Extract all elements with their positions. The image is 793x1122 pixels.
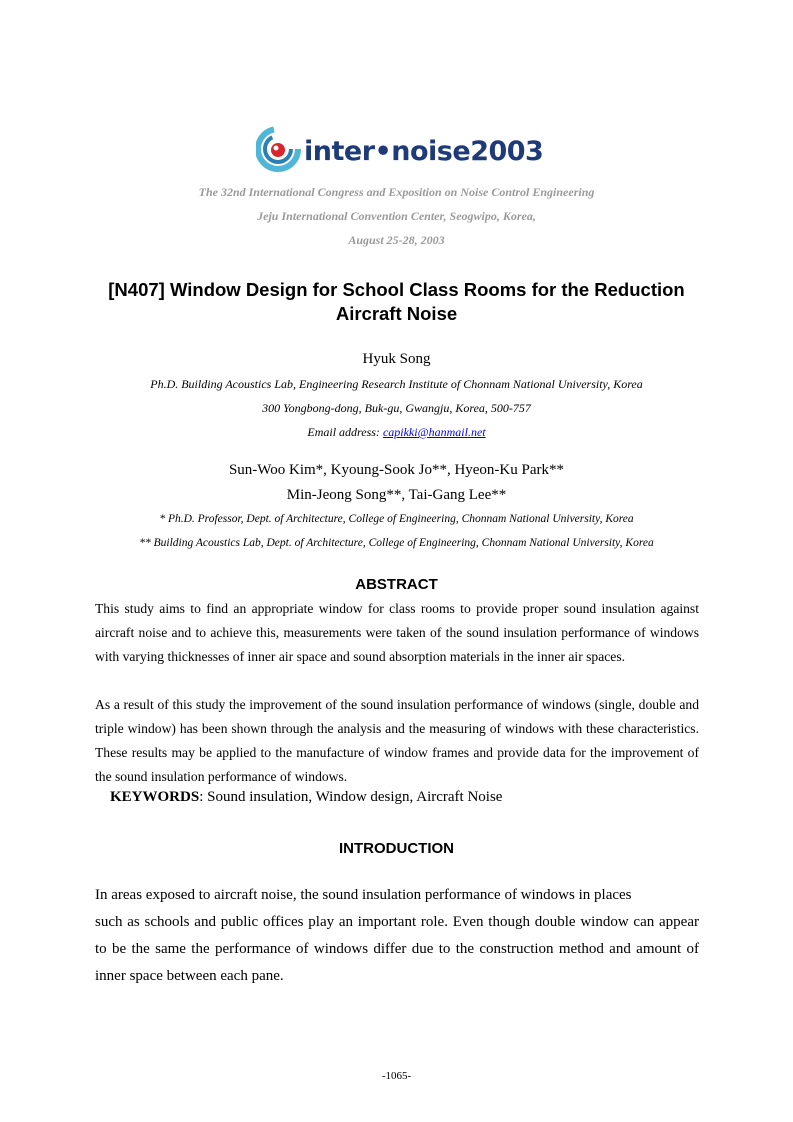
email-link[interactable]: capikki@hanmail.net <box>382 425 486 439</box>
paper-title-line1: [N407] Window Design for School Class Rooms for the Reduction <box>108 279 685 300</box>
coauthor-affiliation-1: * Ph.D. Professor, Dept. of Architecture, College of Engineering, Chonnam National University, Korea <box>159 513 634 525</box>
keywords-line <box>110 789 502 806</box>
introduction-first-line: In areas exposed to aircraft noise, the sound insulation performance of windows in places <box>95 887 632 903</box>
abstract-paragraph-1: This study aims to find an appropriate window for class rooms to provide proper sound insulation against aircraft noise and to achieve this, measurements were taken of the sound insulation performance of windows with varying thicknesses of inner air space and sound absorption materials in the inner air spaces. <box>95 601 699 664</box>
conference-name: The 32nd International Congress and Exposition on Noise Control Engineering <box>198 185 595 199</box>
abstract-paragraph-2: As a result of this study the improvement of the sound insulation performance of windows (single, double and triple window) has been shown through the analysis and the measuring of windows with these characteristics. These results may be applied to the manufacture of window frames and provide data for the improvement of the sound insulation performance of windows. <box>95 697 699 784</box>
email-label: Email address: <box>307 425 383 439</box>
author-name: Hyuk Song <box>362 351 431 367</box>
logo-wordmark: inter•noise2003 <box>304 135 544 167</box>
logo-swirl-icon <box>256 123 302 175</box>
coauthors-line2: Min-Jeong Song**, Tai-Gang Lee** <box>286 487 507 503</box>
author-address: 300 Yongbong-dong, Buk-gu, Gwangju, Korea, 500-757 <box>262 401 531 415</box>
keywords-label: KEYWORDS <box>110 789 200 805</box>
abstract-heading: ABSTRACT <box>355 576 438 593</box>
paper-title <box>60 278 733 326</box>
introduction-heading: INTRODUCTION <box>339 840 454 857</box>
conference-logo <box>256 120 546 178</box>
page-number: -1065- <box>381 1070 412 1082</box>
introduction-paragraph: such as schools and public offices play an important role. Even though double window can appear to be the same the performance of windows differ due to the construction method and amount of inner space between each pane. <box>95 914 699 984</box>
conference-dates: August 25-28, 2003 <box>348 233 445 247</box>
conference-venue: Jeju International Convention Center, Seogwipo, Korea, <box>257 209 536 223</box>
keywords-text: : Sound insulation, Window design, Aircraft Noise <box>199 789 503 805</box>
paper-title-line2: Aircraft Noise <box>335 303 458 324</box>
author-email-line <box>0 425 793 440</box>
coauthor-affiliation-2: ** Building Acoustics Lab, Dept. of Architecture, College of Engineering, Chonnam National University, Korea <box>139 537 654 549</box>
author-affiliation: Ph.D. Building Acoustics Lab, Engineering Research Institute of Chonnam National University, Korea <box>150 377 643 391</box>
coauthors-line1: Sun-Woo Kim*, Kyoung-Sook Jo**, Hyeon-Ku Park** <box>228 462 565 478</box>
